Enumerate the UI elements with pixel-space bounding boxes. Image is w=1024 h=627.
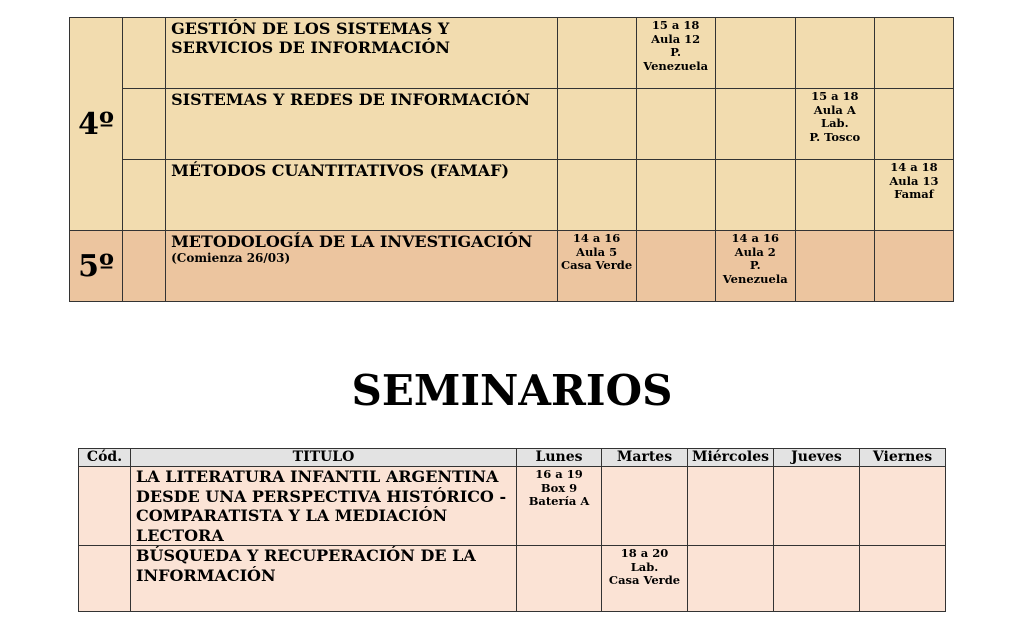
seminarios-table [78, 448, 946, 612]
time-slot [715, 18, 795, 89]
header-thursday: Jueves [774, 449, 860, 467]
header-code: Cód. [79, 449, 131, 467]
time-slot: 15 a 18 Aula 12 P. Venezuela [636, 18, 715, 89]
time-slot [715, 160, 795, 231]
time-slot [636, 160, 715, 231]
seminarios-title: SEMINARIOS [351, 366, 673, 415]
header-tuesday: Martes [602, 449, 688, 467]
subject-title: MÉTODOS CUANTITATIVOS (FAMAF) [166, 160, 557, 231]
header-wednesday: Miércoles [688, 449, 774, 467]
time-slot [636, 89, 715, 160]
header-row [79, 449, 946, 467]
code-cell [123, 18, 166, 89]
time-slot: 16 a 19 Box 9 Batería A [517, 467, 602, 546]
code-cell [123, 89, 166, 160]
subject-note: (Comienza 26/03) [171, 251, 291, 265]
time-slot [688, 546, 774, 612]
time-slot [860, 546, 946, 612]
time-slot [774, 546, 860, 612]
time-slot [557, 18, 636, 89]
time-slot: 18 a 20 Lab. Casa Verde [602, 546, 688, 612]
time-slot [874, 231, 953, 302]
time-slot [715, 89, 795, 160]
time-slot [795, 18, 874, 89]
time-slot: 14 a 16 Aula 5 Casa Verde [557, 231, 636, 302]
time-slot: 15 a 18 Aula A Lab. P. Tosco [795, 89, 874, 160]
schedule-row [70, 160, 954, 231]
header-friday: Viernes [860, 449, 946, 467]
header-monday: Lunes [517, 449, 602, 467]
time-slot [602, 467, 688, 546]
code-cell [79, 546, 131, 612]
time-slot [688, 467, 774, 546]
schedule-table [69, 17, 954, 302]
code-cell [79, 467, 131, 546]
time-slot [795, 160, 874, 231]
time-slot [557, 160, 636, 231]
subject-title: METODOLOGÍA DE LA INVESTIGACIÓN (Comienza 26/03) [166, 231, 557, 302]
subject-title: GESTIÓN DE LOS SISTEMAS Y SERVICIOS DE INFORMACIÓN [166, 18, 557, 89]
header-title: TITULO [131, 449, 517, 467]
time-slot [636, 231, 715, 302]
schedule-row [70, 231, 954, 302]
seminar-row [79, 546, 946, 612]
seminar-title: LA LITERATURA INFANTIL ARGENTINA DESDE UNA PERSPECTIVA HISTÓRICO - COMPARATISTA Y LA MEDIACIÓN LECTORA [131, 467, 517, 546]
time-slot [874, 18, 953, 89]
time-slot [557, 89, 636, 160]
year-label: 4º [70, 18, 123, 231]
code-cell [123, 231, 166, 302]
seminar-title: BÚSQUEDA Y RECUPERACIÓN DE LA INFORMACIÓN [131, 546, 517, 612]
time-slot [860, 467, 946, 546]
time-slot: 14 a 16 Aula 2 P. Venezuela [715, 231, 795, 302]
time-slot [774, 467, 860, 546]
subject-title: SISTEMAS Y REDES DE INFORMACIÓN [166, 89, 557, 160]
schedule-row [70, 18, 954, 89]
time-slot [874, 89, 953, 160]
schedule-row [70, 89, 954, 160]
seminar-row [79, 467, 946, 546]
time-slot [795, 231, 874, 302]
year-label: 5º [70, 231, 123, 302]
time-slot [517, 546, 602, 612]
time-slot: 14 a 18 Aula 13 Famaf [874, 160, 953, 231]
code-cell [123, 160, 166, 231]
